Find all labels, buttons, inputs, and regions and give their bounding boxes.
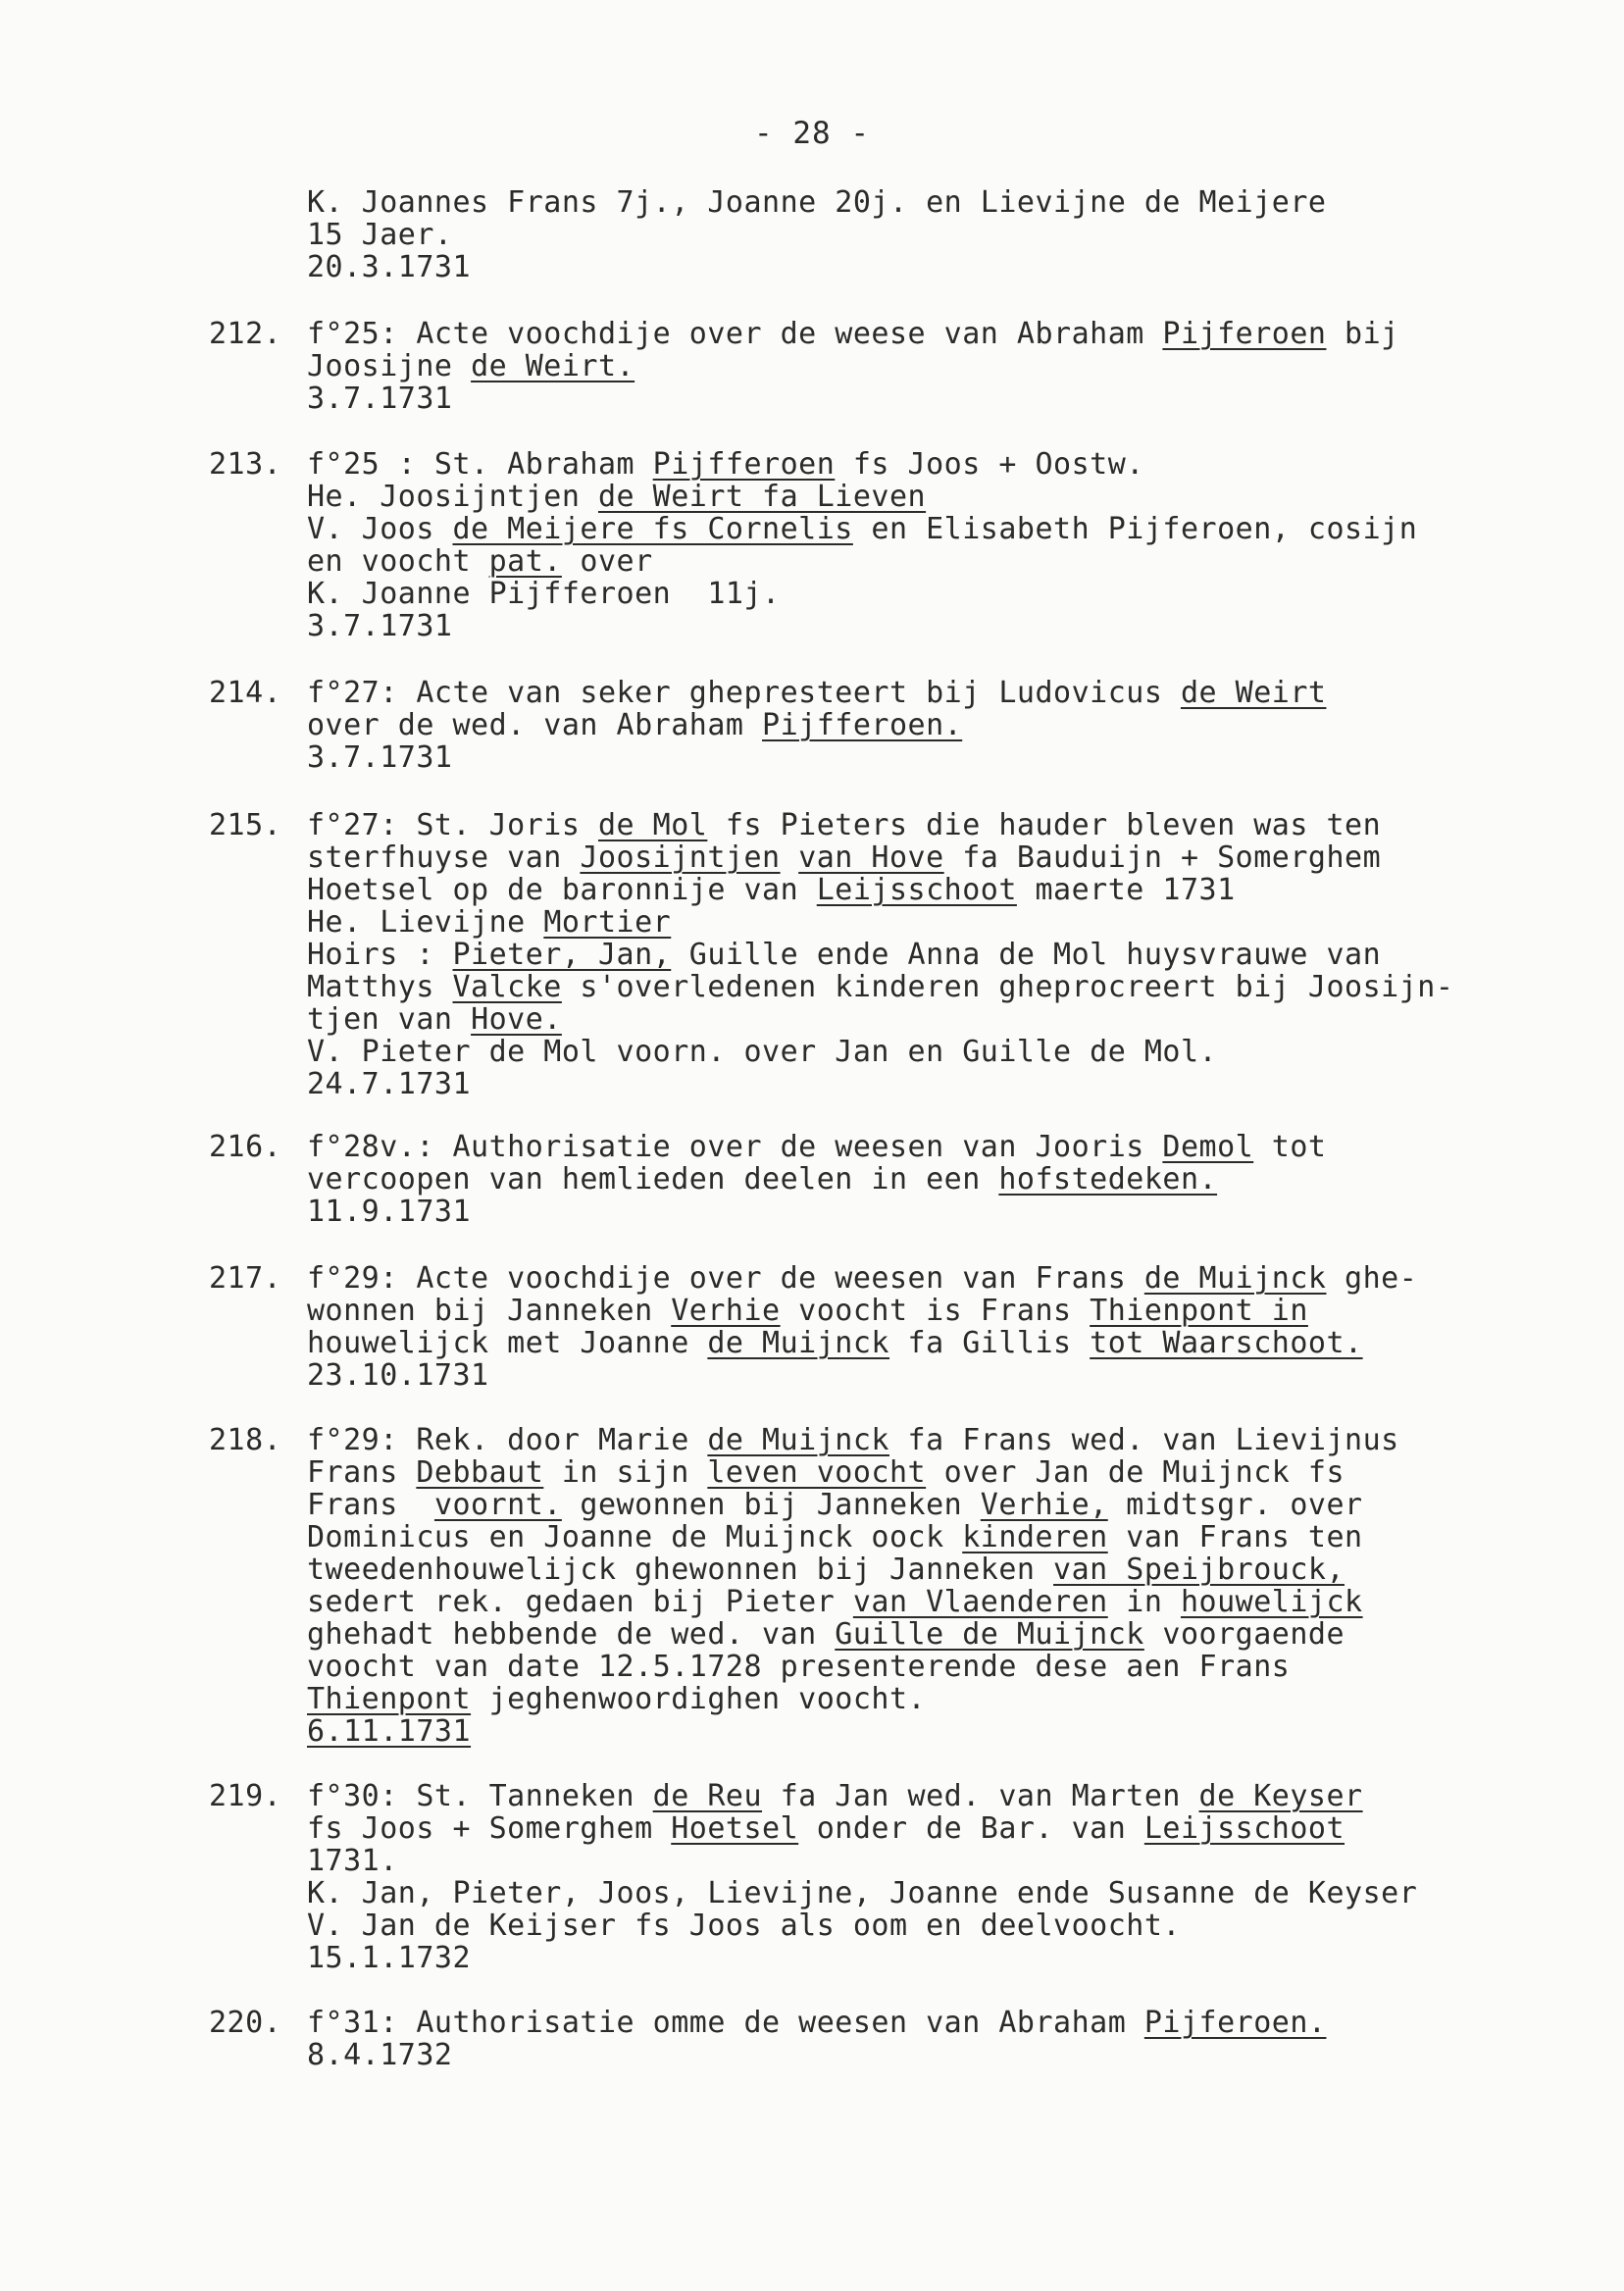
underlined-name: kinderen [962, 1520, 1108, 1554]
entry-line: f°25: Acte voochdije over de weese van Abraham Pijferoen bij [307, 317, 1399, 351]
entry-line: K. Jan, Pieter, Joos, Lievijne, Joanne ende Susanne de Keyser [307, 1876, 1418, 1910]
entry-number: 212. [209, 317, 282, 351]
entry-line: tweedenhouwelijck ghewonnen bij Janneken van Speijbrouck, [307, 1553, 1345, 1587]
entry-number: 218. [209, 1423, 282, 1457]
entry-line: f°30: St. Tanneken de Reu fa Jan wed. van Marten de Keyser [307, 1779, 1363, 1813]
underlined-name: de Reu [652, 1779, 763, 1813]
underlined-name: Hoetsel [671, 1811, 799, 1846]
entry-text [307, 318, 1611, 415]
entry-line: V. Jan de Keijser fs Joos als oom en deelvoocht. [307, 1909, 1181, 1943]
entry-line: He. Joosijntjen de Weirt fa Lieven [307, 480, 927, 514]
underlined-name: de Mol [597, 808, 708, 842]
entry-line: 20.3.1731 [307, 250, 472, 284]
entry-text [307, 1780, 1611, 1974]
entry-line: 3.7.1731 [307, 609, 453, 643]
page-number: - 28 - [754, 116, 870, 151]
underlined-name: Pijferoen. [1143, 2006, 1327, 2040]
underlined-name: leven voocht [707, 1455, 927, 1490]
underlined-name: de Muijnck [1143, 1261, 1327, 1296]
entry-number: 215. [209, 808, 282, 842]
entry-line: 8.4.1732 [307, 2038, 453, 2072]
entry-number: 217. [209, 1261, 282, 1296]
entry-line: 1731. [307, 1844, 398, 1878]
entry-text [307, 448, 1611, 642]
underlined-name: de Weirt. [471, 349, 635, 383]
underlined-name: Hove. [471, 1002, 562, 1037]
entry-line: Dominicus en Joanne de Muijnck oock kinderen van Frans ten [307, 1520, 1363, 1554]
entry-text [307, 186, 1611, 283]
underlined-name: Debbaut [416, 1455, 544, 1490]
entry-line: 3.7.1731 [307, 740, 453, 775]
underlined-name: de Muijnck [707, 1423, 889, 1457]
underlined-name: Demol [1162, 1130, 1254, 1164]
entry-line: f°29: Acte voochdije over de weesen van Frans de Muijnck ghe- [307, 1261, 1418, 1296]
underlined-name: de Weirt [1180, 676, 1327, 710]
underlined-name: Joosijntjen [580, 840, 781, 875]
underlined-name: tot Waarschoot. [1090, 1326, 1363, 1360]
entry-line: V. Pieter de Mol voorn. over Jan en Guille de Mol. [307, 1035, 1218, 1069]
entry-line: vercoopen van hemlieden deelen in een hofstedeken. [307, 1162, 1218, 1196]
entry-line: f°25 : St. Abraham Pijfferoen fs Joos + Oostw. [307, 447, 1144, 482]
underlined-name: hofstedeken. [998, 1162, 1218, 1196]
entry-line [307, 1715, 1611, 1748]
underlined-name: pat. [488, 544, 562, 579]
entry-line: Hoetsel op de baronnije van Leijsschoot maerte 1731 [307, 873, 1236, 907]
entry-number: 220. [209, 2006, 282, 2040]
entry-line: f°29: Rek. door Marie de Muijnck fa Frans wed. van Lievijnus [307, 1423, 1399, 1457]
underlined-name: Leijsschoot [816, 873, 1017, 907]
entry-text [307, 1262, 1611, 1392]
underlined-name: Guille de Muijnck [835, 1617, 1144, 1652]
entry-line: tjen van Hove. [307, 1002, 562, 1037]
entry-text [307, 1131, 1611, 1228]
underlined-name: voornt. [433, 1488, 562, 1522]
underlined-name: de Meijere fs Cornelis [452, 512, 853, 546]
entry-line: Joosijne de Weirt. [307, 349, 635, 383]
underlined-name: houwelijck [1180, 1585, 1363, 1619]
entry-number: 213. [209, 447, 282, 482]
underlined-name: Pijfferoen [652, 447, 836, 482]
entry-line: V. Joos de Meijere fs Cornelis en Elisabeth Pijferoen, cosijn [307, 512, 1418, 546]
entry-line: 3.7.1731 [307, 382, 453, 416]
entry-line: fs Joos + Somerghem Hoetsel onder de Bar. van Leijsschoot [307, 1811, 1345, 1846]
entry-line: 15.1.1732 [307, 1941, 472, 1975]
entry-line: Frans voornt. gewonnen bij Janneken Verhie, midtsgr. over [307, 1488, 1363, 1522]
entry-line: f°31: Authorisatie omme de weesen van Abraham Pijferoen. [307, 2006, 1327, 2040]
entry-line: He. Lievijne Mortier [307, 905, 672, 940]
entry-line: ghehadt hebbende de wed. van Guille de Muijnck voorgaende [307, 1617, 1345, 1652]
entry-line: K. Joannes Frans 7j., Joanne 20j. en Lievijne de Meijere [307, 185, 1327, 220]
underlined-name: van Hove [798, 840, 944, 875]
entry-text [307, 677, 1611, 774]
entry-line: f°28v.: Authorisatie over de weesen van Jooris Demol tot [307, 1130, 1327, 1164]
underlined-name: van Speijbrouck, [1053, 1553, 1345, 1587]
entry-line: sterfhuyse van Joosijntjen van Hove fa Bauduijn + Somerghem [307, 840, 1382, 875]
underlined-name: Mortier [543, 905, 672, 940]
entry-line: houwelijck met Joanne de Muijnck fa Gillis tot Waarschoot. [307, 1326, 1363, 1360]
entry-number: 219. [209, 1779, 282, 1813]
entry-line: wonnen bij Janneken Verhie voocht is Frans Thienpont in [307, 1294, 1308, 1328]
entry-line: Frans Debbaut in sijn leven voocht over Jan de Muijnck fs [307, 1455, 1345, 1490]
underlined-name: de Muijnck [707, 1326, 889, 1360]
underlined-name: Pijfferoen. [762, 708, 963, 742]
underlined-name: Thienpont [307, 1682, 472, 1716]
entry-line: voocht van date 12.5.1728 presenterende dese aen Frans [307, 1650, 1291, 1684]
entry-number: 216. [209, 1130, 282, 1164]
underlined-name: Thienpont in [1090, 1294, 1308, 1328]
entry-line: 11.9.1731 [307, 1195, 472, 1229]
entry-line: Thienpont jeghenwoordighen voocht. [307, 1682, 927, 1716]
underlined-name: Valcke [452, 970, 562, 1004]
entry-line: Matthys Valcke s'overledenen kinderen gheprocreert bij Joosijn- [307, 970, 1454, 1004]
entry-line: f°27: Acte van seker ghepresteert bij Ludovicus de Weirt [307, 676, 1327, 710]
underlined-name: Verhie, [980, 1488, 1108, 1522]
entry-line: 15 Jaer. [307, 218, 453, 252]
underlined-name: Leijsschoot [1143, 1811, 1345, 1846]
entry-line: over de wed. van Abraham Pijfferoen. [307, 708, 963, 742]
underlined-name: Pieter, Jan, [452, 938, 672, 972]
entry-line: 24.7.1731 [307, 1067, 472, 1101]
entry-line: Hoirs : Pieter, Jan, Guille ende Anna de Mol huysvrauwe van [307, 938, 1382, 972]
entry-number: 214. [209, 676, 282, 710]
underlined-name: 6.11.1731 [307, 1714, 472, 1749]
entry-line: 23.10.1731 [307, 1358, 489, 1393]
entry-text [307, 809, 1611, 1100]
underlined-name: Verhie [671, 1294, 781, 1328]
underlined-name: van Vlaenderen [852, 1585, 1108, 1619]
underlined-name: Pijferoen [1162, 317, 1327, 351]
entry-line: sedert rek. gedaen bij Pieter van Vlaenderen in houwelijck [307, 1585, 1363, 1619]
underlined-name: de Keyser [1198, 1779, 1363, 1813]
underlined-name: de Weirt fa Lieven [597, 480, 927, 514]
entry-text [307, 1424, 1611, 1748]
entry-line: en voocht pat. over [307, 544, 653, 579]
entry-text [307, 2007, 1611, 2071]
entry-line: f°27: St. Joris de Mol fs Pieters die hauder bleven was ten [307, 808, 1382, 842]
entry-line: K. Joanne Pijfferoen 11j. [307, 577, 781, 611]
